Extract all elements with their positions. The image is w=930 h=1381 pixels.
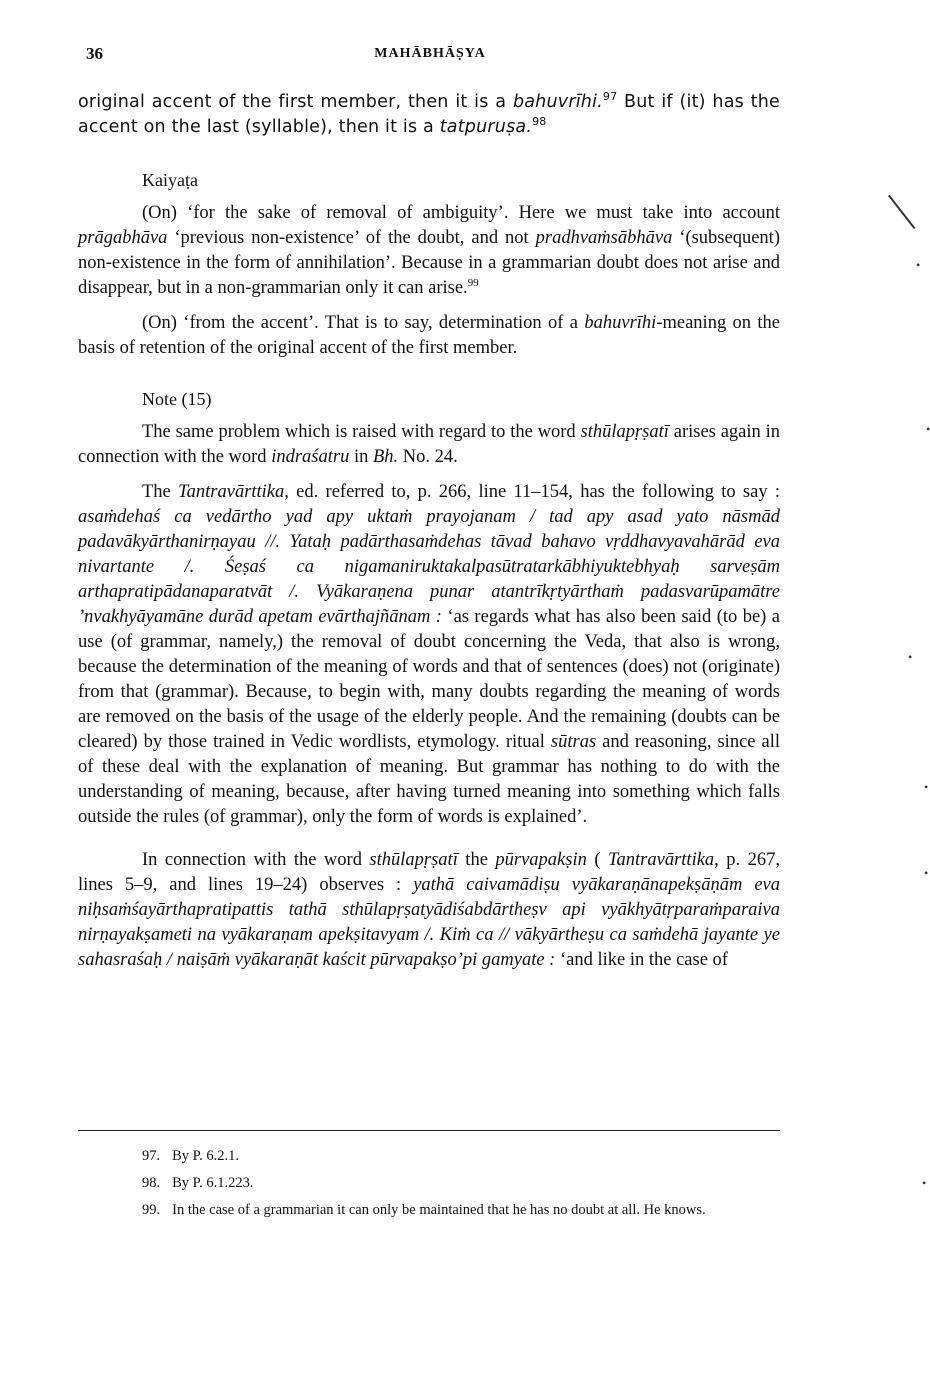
section-heading-note-15: Note (15) (142, 389, 212, 409)
scan-mark-dot: • (926, 422, 930, 436)
page-header (80, 44, 780, 66)
footnote-99: 99. In the case of a grammarian it can only be maintained that he has no doubt at all. He knows. (142, 1202, 706, 1218)
footnote-ref: 98 (532, 115, 547, 129)
scan-mark-dot: • (908, 650, 913, 664)
footnote-98: 98. By P. 6.1.223. (142, 1175, 254, 1191)
scan-mark-dot: • (916, 258, 921, 272)
paragraph-purvapaksin: In connection with the word sthūlapṛṣatī the pūrvapakṣin ( Tantravārttika, p. 267, lines 5–9, and lines 19–24) observes : yathā caivamādiṣu vyākaraṇānapekṣāṇām eva niḥsaṁśayārthapratipattis tathā sthūlapṛṣatyādiśabdārtheṣv api vyākhyātṛparaṁparaiva nirṇayakṣameti na vyākaraṇam apekṣitavyam /. Kiṁ ca // vākyārtheṣu ca saṁdehā jayante ye sahasraśaḥ / naiṣāṁ vyākaraṇāt kaścit pūrvapakṣo’pi gamyate : ‘and like in the case of (78, 850, 781, 970)
scan-mark-dot: • (922, 1176, 927, 1190)
footnote-divider (78, 1130, 780, 1131)
running-title: MAHĀBHĀṢYA (374, 46, 486, 61)
footnote-97: 97. By P. 6.2.1. (142, 1148, 240, 1164)
main-text (78, 90, 780, 973)
footnote-ref: 99 (467, 276, 479, 289)
scan-mark-dot: • (924, 780, 929, 794)
paragraph-tantravarttika: The Tantravārttika, ed. referred to, p. 266, line 11–154, has the following to say : asaṁdehaś ca vedārtho yad apy uktaṁ prayojanam / tad apy asad yato nāsmād padavākyārthanirṇayau //. Yataḥ padārthasaṁdehas tāvad bahavo vṛddhavyavahārād eva nivartante /. Śeṣaś ca nigamaniruktakalpasūtratarkābhiyuktebhyaḥ sarveṣām arthapratipādanaparatvāt /. Vyākaraṇena punar atantrīkṛtyārthaṁ padasvarūpamātre ’nvakhyāyamāne durād apetam evārthajñānam : ‘as regards what has also been said (to be) a use (of grammar, namely,) the removal of doubt concerning the Veda, that also is wrong, because the determination of the meaning of words and that of sentences (does) not (originate) from that (grammar). Because, to begin with, many doubts regarding the meaning of words are removed on the basis of the usage of the elderly people. And the remaining (doubts can be cleared) by those trained in Vedic wordlists, etymology. ritual sūtras and reasoning, since all of these deal with the explanation of meaning. But grammar has nothing to do with the understanding of meaning, because, after having turned meaning into something which falls outside the rules (of grammar), only the form of words is explained’. (78, 482, 780, 827)
scan-mark-slash (888, 195, 915, 229)
paragraph-accent: (On) ‘from the accent’. That is to say, determination of a bahuvrīhi-meaning on the basis of retention of the original accent of the first member. (78, 313, 781, 358)
scan-mark-dot: • (924, 866, 929, 880)
footnotes (78, 1140, 780, 1221)
footnote-ref: 97 (602, 90, 618, 104)
paragraph-continuation: original accent of the first member, then it is a bahuvrīhi.$^{97}$ But if (it) has the accent on the last (syllable), then it is a tatpuruṣa.$^{98}$ (78, 90, 780, 137)
section-heading-kaiyata: Kaiyaṭa (142, 170, 198, 190)
page-number: 36 (86, 44, 103, 63)
paragraph-ambiguity: (On) ‘for the sake of removal of ambiguity’. Here we must take into account prāgabhāva ‘previous non-existence’ of the doubt, and not pradhvaṁsābhāva ‘(subsequent) non-existence in the form of annihilation’. Because in a grammarian doubt does not arise and disappear, but in a non-grammarian only it can arise.$^{99}$ (78, 203, 780, 298)
paragraph-same-problem: The same problem which is raised with regard to the word sthūlapṛṣatī arises again in connection with the word indraśatru in Bh. No. 24. (78, 422, 781, 467)
